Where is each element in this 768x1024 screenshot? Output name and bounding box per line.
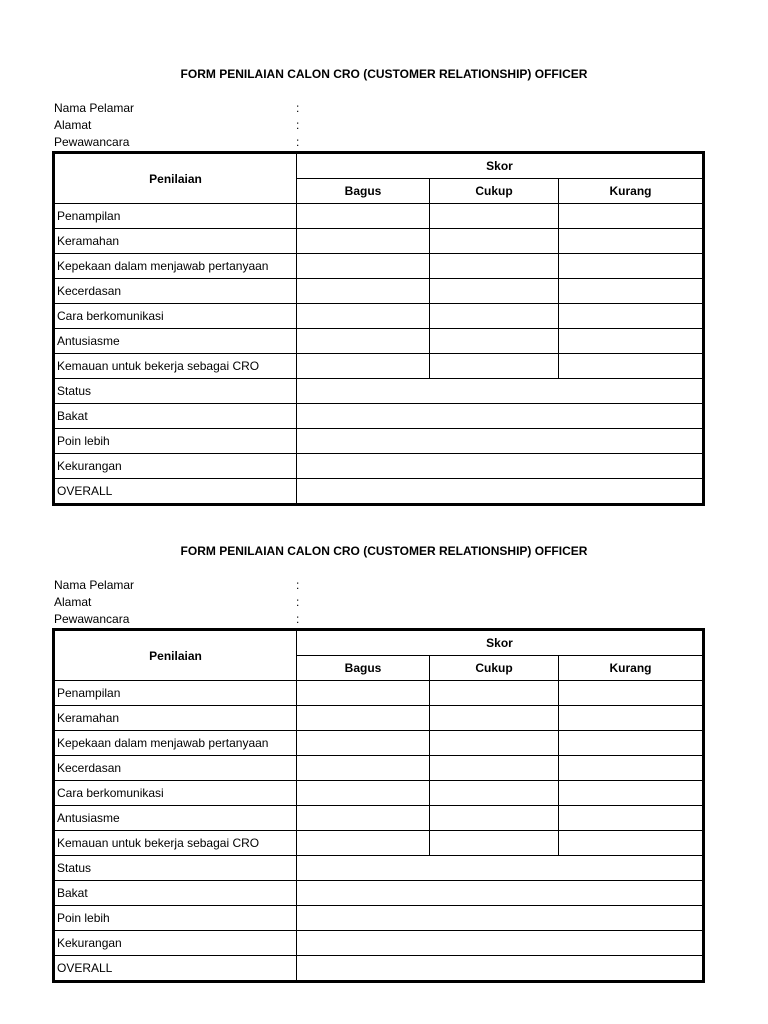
table-row [54,279,704,304]
nama-pelamar-label: Nama Pelamar [54,578,135,592]
score-header: Skor [297,153,704,179]
note-cell-poin-lebih[interactable] [297,429,704,454]
applicant-info [52,100,702,151]
score-cell-kurang[interactable] [559,229,704,254]
nama-pelamar-field[interactable]: : [296,578,300,592]
score-cell-cukup[interactable] [430,706,559,731]
criteria-label: Kepekaan dalam menjawab pertanyaan [54,254,297,279]
table-row [54,731,704,756]
criteria-label: Kecerdasan [54,279,297,304]
alamat-field[interactable]: : [296,118,300,132]
score-cell-bagus[interactable] [297,279,430,304]
score-col-cukup: Cukup [430,179,559,204]
note-label: Kekurangan [54,931,297,956]
score-cell-bagus[interactable] [297,304,430,329]
form-title: FORM PENILAIAN CALON CRO (CUSTOMER RELATIONSHIP) OFFICER [180,544,588,558]
table-row [54,404,704,429]
criteria-label: Keramahan [54,706,297,731]
table-row [54,706,704,731]
criteria-label: Cara berkomunikasi [54,781,297,806]
note-label: Kekurangan [54,454,297,479]
table-row [54,856,704,881]
score-cell-kurang[interactable] [559,756,704,781]
table-row [54,831,704,856]
score-cell-kurang[interactable] [559,304,704,329]
alamat-label: Alamat [54,118,92,132]
note-label: Bakat [54,881,297,906]
score-col-bagus: Bagus [297,179,430,204]
score-cell-cukup[interactable] [430,279,559,304]
score-cell-cukup[interactable] [430,304,559,329]
score-cell-cukup[interactable] [430,681,559,706]
note-label: Poin lebih [54,429,297,454]
score-cell-cukup[interactable] [430,831,559,856]
nama-pelamar-field[interactable]: : [296,101,300,115]
score-cell-bagus[interactable] [297,706,430,731]
score-cell-cukup[interactable] [430,781,559,806]
criteria-label: Antusiasme [54,806,297,831]
criteria-label: Penampilan [54,204,297,229]
pewawancara-label: Pewawancara [54,612,130,626]
score-cell-bagus[interactable] [297,831,430,856]
nama-pelamar-label: Nama Pelamar [54,101,135,115]
criteria-label: Keramahan [54,229,297,254]
note-cell-kekurangan[interactable] [297,454,704,479]
overall-cell[interactable] [297,479,704,505]
score-cell-kurang[interactable] [559,354,704,379]
score-cell-bagus[interactable] [297,756,430,781]
score-cell-bagus[interactable] [297,204,430,229]
score-cell-kurang[interactable] [559,279,704,304]
note-label: Status [54,379,297,404]
score-cell-bagus[interactable] [297,329,430,354]
note-cell-status[interactable] [297,379,704,404]
score-col-kurang: Kurang [559,656,704,681]
score-cell-cukup[interactable] [430,806,559,831]
assessment-form-2 [52,543,702,983]
criteria-label: Kepekaan dalam menjawab pertanyaan [54,731,297,756]
table-row [54,881,704,906]
score-cell-cukup[interactable] [430,756,559,781]
assessment-table [52,151,705,506]
note-cell-bakat[interactable] [297,404,704,429]
score-cell-bagus[interactable] [297,229,430,254]
form-title: FORM PENILAIAN CALON CRO (CUSTOMER RELATIONSHIP) OFFICER [180,67,588,81]
score-cell-cukup[interactable] [430,204,559,229]
table-row [54,379,704,404]
score-cell-kurang[interactable] [559,781,704,806]
score-cell-kurang[interactable] [559,731,704,756]
score-cell-bagus[interactable] [297,806,430,831]
pewawancara-field[interactable]: : [296,612,300,626]
score-cell-kurang[interactable] [559,706,704,731]
score-header: Skor [297,630,704,656]
pewawancara-label: Pewawancara [54,135,130,149]
table-row [54,329,704,354]
table-row [54,931,704,956]
criteria-label: Penampilan [54,681,297,706]
table-row [54,354,704,379]
info-row-nama-pelamar [52,100,702,117]
table-row [54,304,704,329]
note-label: Poin lebih [54,906,297,931]
table-row [54,229,704,254]
score-col-bagus: Bagus [297,656,430,681]
alamat-field[interactable]: : [296,595,300,609]
criteria-label: Kemauan untuk bekerja sebagai CRO [54,354,297,379]
note-cell-bakat[interactable] [297,881,704,906]
score-cell-bagus[interactable] [297,731,430,756]
assessment-table [52,628,705,983]
score-cell-cukup[interactable] [430,329,559,354]
score-cell-kurang[interactable] [559,329,704,354]
score-cell-kurang[interactable] [559,806,704,831]
score-cell-bagus[interactable] [297,254,430,279]
score-cell-cukup[interactable] [430,354,559,379]
score-col-cukup: Cukup [430,656,559,681]
pewawancara-field[interactable]: : [296,135,300,149]
info-row-nama-pelamar [52,577,702,594]
score-cell-bagus[interactable] [297,354,430,379]
table-row-overall [54,956,704,982]
score-cell-cukup[interactable] [430,254,559,279]
criteria-label: Kecerdasan [54,756,297,781]
score-cell-kurang[interactable] [559,204,704,229]
criteria-label: Cara berkomunikasi [54,304,297,329]
score-cell-bagus[interactable] [297,781,430,806]
criteria-label: Kemauan untuk bekerja sebagai CRO [54,831,297,856]
score-col-kurang: Kurang [559,179,704,204]
table-row [54,806,704,831]
table-row [54,781,704,806]
criteria-header: Penilaian [54,153,297,204]
info-row-alamat [52,594,702,611]
criteria-label: Antusiasme [54,329,297,354]
applicant-info [52,577,702,628]
table-row [54,254,704,279]
table-row [54,681,704,706]
score-cell-kurang[interactable] [559,831,704,856]
table-header-row [54,630,704,656]
assessment-form-1 [52,66,702,506]
score-cell-cukup[interactable] [430,229,559,254]
table-row [54,906,704,931]
table-row [54,756,704,781]
note-label: Status [54,856,297,881]
overall-label: OVERALL [54,479,297,505]
note-cell-kekurangan[interactable] [297,931,704,956]
info-row-pewawancara [52,134,702,151]
note-cell-status[interactable] [297,856,704,881]
table-row [54,204,704,229]
score-cell-bagus[interactable] [297,681,430,706]
note-label: Bakat [54,404,297,429]
table-row-overall [54,479,704,505]
score-cell-kurang[interactable] [559,681,704,706]
info-row-pewawancara [52,611,702,628]
alamat-label: Alamat [54,595,92,609]
table-row [54,429,704,454]
info-row-alamat [52,117,702,134]
table-header-row [54,153,704,179]
criteria-header: Penilaian [54,630,297,681]
table-row [54,454,704,479]
score-cell-kurang[interactable] [559,254,704,279]
score-cell-cukup[interactable] [430,731,559,756]
overall-label: OVERALL [54,956,297,982]
overall-cell[interactable] [297,956,704,982]
note-cell-poin-lebih[interactable] [297,906,704,931]
